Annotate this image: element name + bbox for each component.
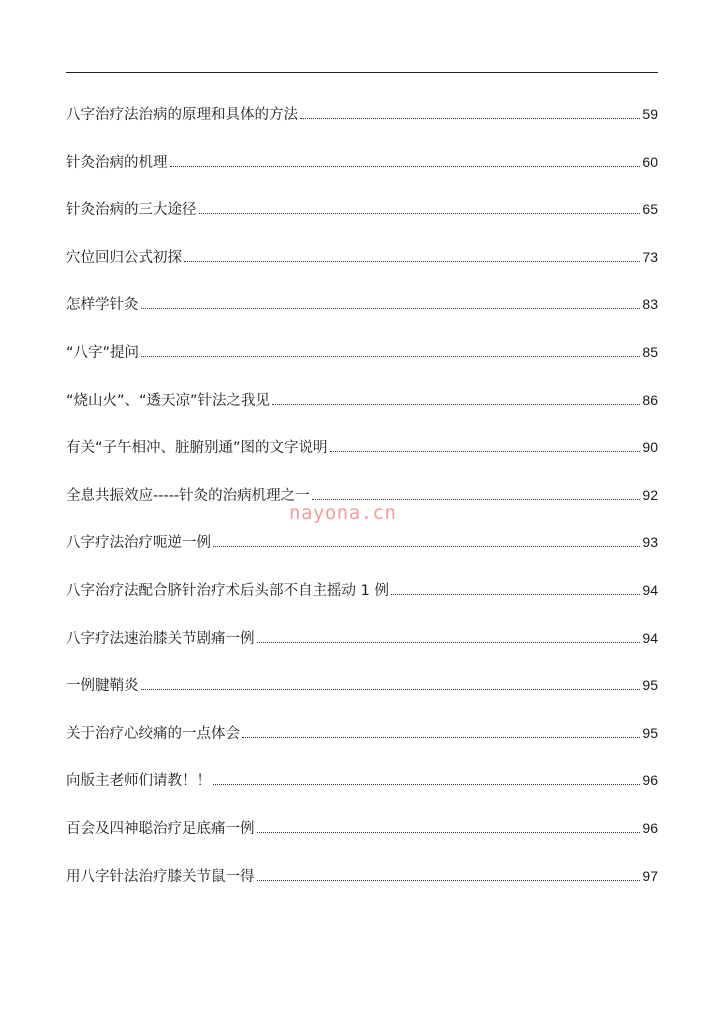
toc-entry-title: 百会及四神聪治疗足底痛一例 (66, 820, 255, 837)
toc-entry[interactable] (66, 384, 658, 432)
toc-entry[interactable] (66, 193, 658, 241)
toc-entry[interactable] (66, 98, 658, 146)
toc-entry[interactable] (66, 622, 658, 670)
header-rule (66, 72, 658, 73)
toc-entry-page-number: 86 (642, 391, 658, 408)
toc-dot-leader (330, 451, 641, 452)
toc-dot-leader (184, 261, 640, 262)
toc-entry-title: 全息共振效应-----针灸的治病机理之一 (66, 487, 310, 504)
toc-dot-leader (141, 689, 641, 690)
toc-entry[interactable] (66, 526, 658, 574)
toc-entry[interactable] (66, 812, 658, 860)
toc-entry-page-number: 92 (642, 486, 658, 503)
toc-dot-leader (213, 784, 640, 785)
toc-entry-title: 关于治疗心绞痛的一点体会 (66, 725, 240, 742)
toc-dot-leader (242, 737, 640, 738)
toc-dot-leader (257, 832, 641, 833)
toc-entry-page-number: 85 (642, 343, 658, 360)
toc-dot-leader (141, 356, 640, 357)
toc-entry-page-number: 93 (642, 534, 658, 551)
toc-entry-title: 八字治疗法治病的原理和具体的方法 (66, 107, 298, 123)
toc-entry-title: 一例腱鞘炎 (66, 678, 139, 695)
toc-entry-page-number: 90 (642, 439, 658, 456)
toc-entry-title: 用八字针法治疗膝关节鼠一得 (66, 868, 255, 885)
toc-entry-title: “烧山火”、“透天凉”针法之我见 (66, 392, 271, 409)
toc-entry-title: “八字”提问 (66, 344, 140, 361)
toc-entry-title: 穴位回归公式初探 (66, 249, 182, 266)
toc-entry-title: 向版主老师们请教！！ (66, 773, 211, 790)
toc-entry-page-number: 94 (642, 581, 658, 598)
toc-entry[interactable] (66, 669, 658, 717)
toc-entry-title: 有关“子午相冲、脏腑别通”图的文字说明 (66, 440, 328, 457)
toc-entry-title: 八字治疗法配合脐针治疗术后头部不自主摇动 1 例 (66, 582, 389, 599)
toc-entry[interactable] (66, 574, 658, 622)
toc-entry-page-number: 60 (642, 153, 658, 170)
toc-entry[interactable] (66, 860, 658, 908)
toc-entry[interactable] (66, 717, 658, 765)
toc-entry-page-number: 94 (642, 629, 658, 646)
toc-entry-page-number: 97 (642, 867, 658, 884)
toc-entry-page-number: 95 (642, 677, 658, 694)
toc-entry-title: 针灸治病的三大途径 (66, 202, 197, 219)
toc-dot-leader (257, 642, 641, 643)
toc-entry-title: 八字疗法治疗呃逆一例 (66, 535, 211, 552)
toc-entry-page-number: 96 (642, 772, 658, 789)
toc-entry[interactable] (66, 764, 658, 812)
toc-entry-page-number: 73 (642, 248, 658, 265)
toc-entry[interactable] (66, 288, 658, 336)
toc-entry-title: 八字疗法速治膝关节剧痛一例 (66, 630, 255, 647)
toc-entry-page-number: 96 (642, 819, 658, 836)
toc-dot-leader (300, 118, 640, 119)
watermark: nayona.cn (289, 502, 397, 524)
toc-entry[interactable] (66, 146, 658, 194)
toc-entry[interactable] (66, 431, 658, 479)
toc-dot-leader (141, 308, 641, 309)
toc-dot-leader (312, 499, 641, 500)
toc-dot-leader (170, 166, 641, 167)
toc-entry-page-number: 83 (642, 296, 658, 313)
toc-dot-leader (199, 213, 641, 214)
toc-entry-page-number: 65 (642, 201, 658, 218)
toc-entry-page-number: 59 (642, 106, 658, 122)
toc-dot-leader (272, 404, 640, 405)
toc-entry[interactable] (66, 336, 658, 384)
toc-entry-title: 怎样学针灸 (66, 297, 139, 314)
toc-dot-leader (391, 594, 640, 595)
toc-entry[interactable] (66, 241, 658, 289)
toc-entry-title: 针灸治病的机理 (66, 154, 168, 171)
toc-dot-leader (213, 546, 640, 547)
toc-entry-page-number: 95 (642, 724, 658, 741)
toc-dot-leader (257, 880, 641, 881)
